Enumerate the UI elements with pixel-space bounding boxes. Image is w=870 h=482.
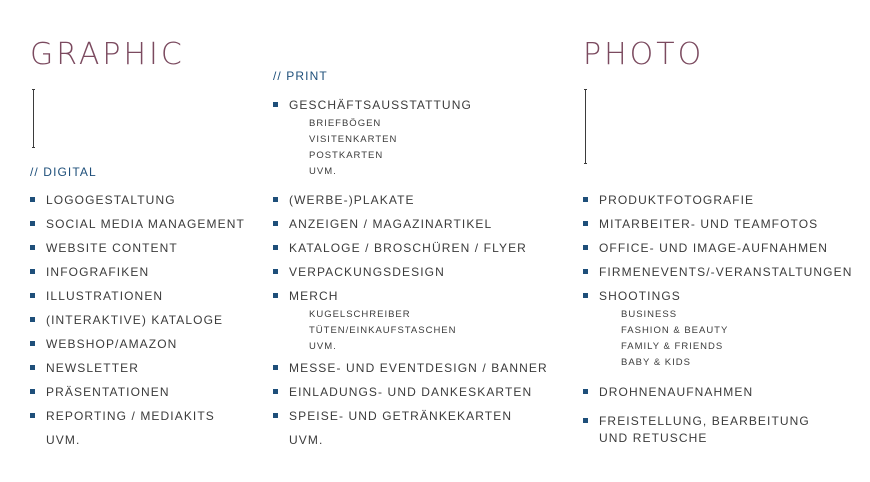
digital-subheading: // DIGITAL [30, 165, 97, 179]
digital-list [30, 193, 245, 447]
sub-list-item: UVM. [309, 166, 337, 177]
sub-list-item: BUSINESS [621, 309, 678, 320]
sub-list [309, 307, 548, 355]
list-item: PRÄSENTATIONEN [30, 385, 245, 399]
sub-list-item: FASHION & BEAUTY [621, 325, 729, 336]
list-item: PRODUKTFOTOGRAFIE [583, 193, 852, 207]
bullet-icon [583, 221, 588, 226]
bullet-icon [30, 293, 35, 298]
bullet-icon [273, 102, 278, 107]
bullet-icon [273, 389, 278, 394]
bullet-icon [273, 293, 278, 298]
bullet-icon [30, 197, 35, 202]
bullet-icon [273, 197, 278, 202]
bullet-icon [30, 389, 35, 394]
list-item: SPEISE- UND GETRÄNKEKARTEN [273, 409, 548, 423]
bullet-icon [30, 413, 35, 418]
photo-divider-line [585, 89, 586, 164]
photo-heading: PHOTO [583, 37, 705, 72]
bullet-icon [30, 221, 35, 226]
list-item: SOCIAL MEDIA MANAGEMENT [30, 217, 245, 231]
bullet-icon [30, 317, 35, 322]
sub-list-item: UVM. [309, 341, 337, 352]
list-item: REPORTING / MEDIAKITS [30, 409, 245, 423]
bullet-icon [273, 245, 278, 250]
bullet-icon [583, 389, 588, 394]
bullet-icon [583, 245, 588, 250]
list-item: FIRMENEVENTS/-VERANSTALTUNGEN [583, 265, 852, 279]
list-item: INFOGRAFIKEN [30, 265, 245, 279]
sub-list-item: BRIEFBÖGEN [309, 118, 382, 129]
graphic-heading: GRAPHIC [30, 37, 185, 72]
list-item: KATALOGE / BROSCHÜREN / FLYER [273, 241, 548, 255]
sub-list-item: BABY & KIDS [621, 357, 691, 368]
sub-list-item: POSTKARTEN [309, 150, 384, 161]
list-item: GESCHÄFTSAUSSTATTUNG BRIEFBÖGEN VISITENKARTEN POSTKARTEN UVM. [273, 98, 472, 180]
list-item: VERPACKUNGSDESIGN [273, 265, 548, 279]
bullet-icon [30, 365, 35, 370]
bullet-icon [273, 221, 278, 226]
bullet-icon [583, 269, 588, 274]
sub-list-item: KUGELSCHREIBER [309, 309, 411, 320]
bullet-icon [583, 418, 588, 423]
list-item: DROHNENAUFNAHMEN [583, 385, 852, 399]
print-subheading: // PRINT [273, 69, 328, 83]
bullet-icon [30, 269, 35, 274]
list-item: FREISTELLUNG, BEARBEITUNG UND RETUSCHE [583, 413, 852, 447]
list-item: MESSE- UND EVENTDESIGN / BANNER [273, 361, 548, 375]
list-item: (INTERAKTIVE) KATALOGE [30, 313, 245, 327]
list-item: MITARBEITER- UND TEAMFOTOS [583, 217, 852, 231]
bullet-icon [273, 413, 278, 418]
list-footer: UVM. [46, 433, 81, 447]
bullet-icon [583, 197, 588, 202]
sub-list-item: FAMILY & FRIENDS [621, 341, 724, 352]
sub-list-item: VISITENKARTEN [309, 134, 398, 145]
list-item: OFFICE- UND IMAGE-AUFNAHMEN [583, 241, 852, 255]
list-item: SHOOTINGS BUSINESS FASHION & BEAUTY FAMILY & FRIENDS BABY & KIDS [583, 289, 852, 371]
list-footer: UVM. [289, 433, 324, 447]
list-item: NEWSLETTER [30, 361, 245, 375]
bullet-icon [273, 365, 278, 370]
list-item: WEBSITE CONTENT [30, 241, 245, 255]
list-item: MERCH KUGELSCHREIBER TÜTEN/EINKAUFSTASCHEN UVM. [273, 289, 548, 355]
list-item: (WERBE-)PLAKATE [273, 193, 548, 207]
sub-list [309, 116, 472, 180]
bullet-icon [30, 341, 35, 346]
list-item: ANZEIGEN / MAGAZINARTIKEL [273, 217, 548, 231]
sub-list [621, 307, 852, 371]
photo-list [583, 193, 852, 447]
sub-list-item: TÜTEN/EINKAUFSTASCHEN [309, 325, 457, 336]
bullet-icon [30, 245, 35, 250]
list-item: LOGOGESTALTUNG [30, 193, 245, 207]
bullet-icon [583, 293, 588, 298]
list-item: WEBSHOP/AMAZON [30, 337, 245, 351]
list-item: ILLUSTRATIONEN [30, 289, 245, 303]
list-item: EINLADUNGS- UND DANKESKARTEN [273, 385, 548, 399]
graphic-divider-line [33, 89, 34, 148]
print-list-top [273, 98, 472, 180]
print-list [273, 193, 548, 447]
bullet-icon [273, 269, 278, 274]
